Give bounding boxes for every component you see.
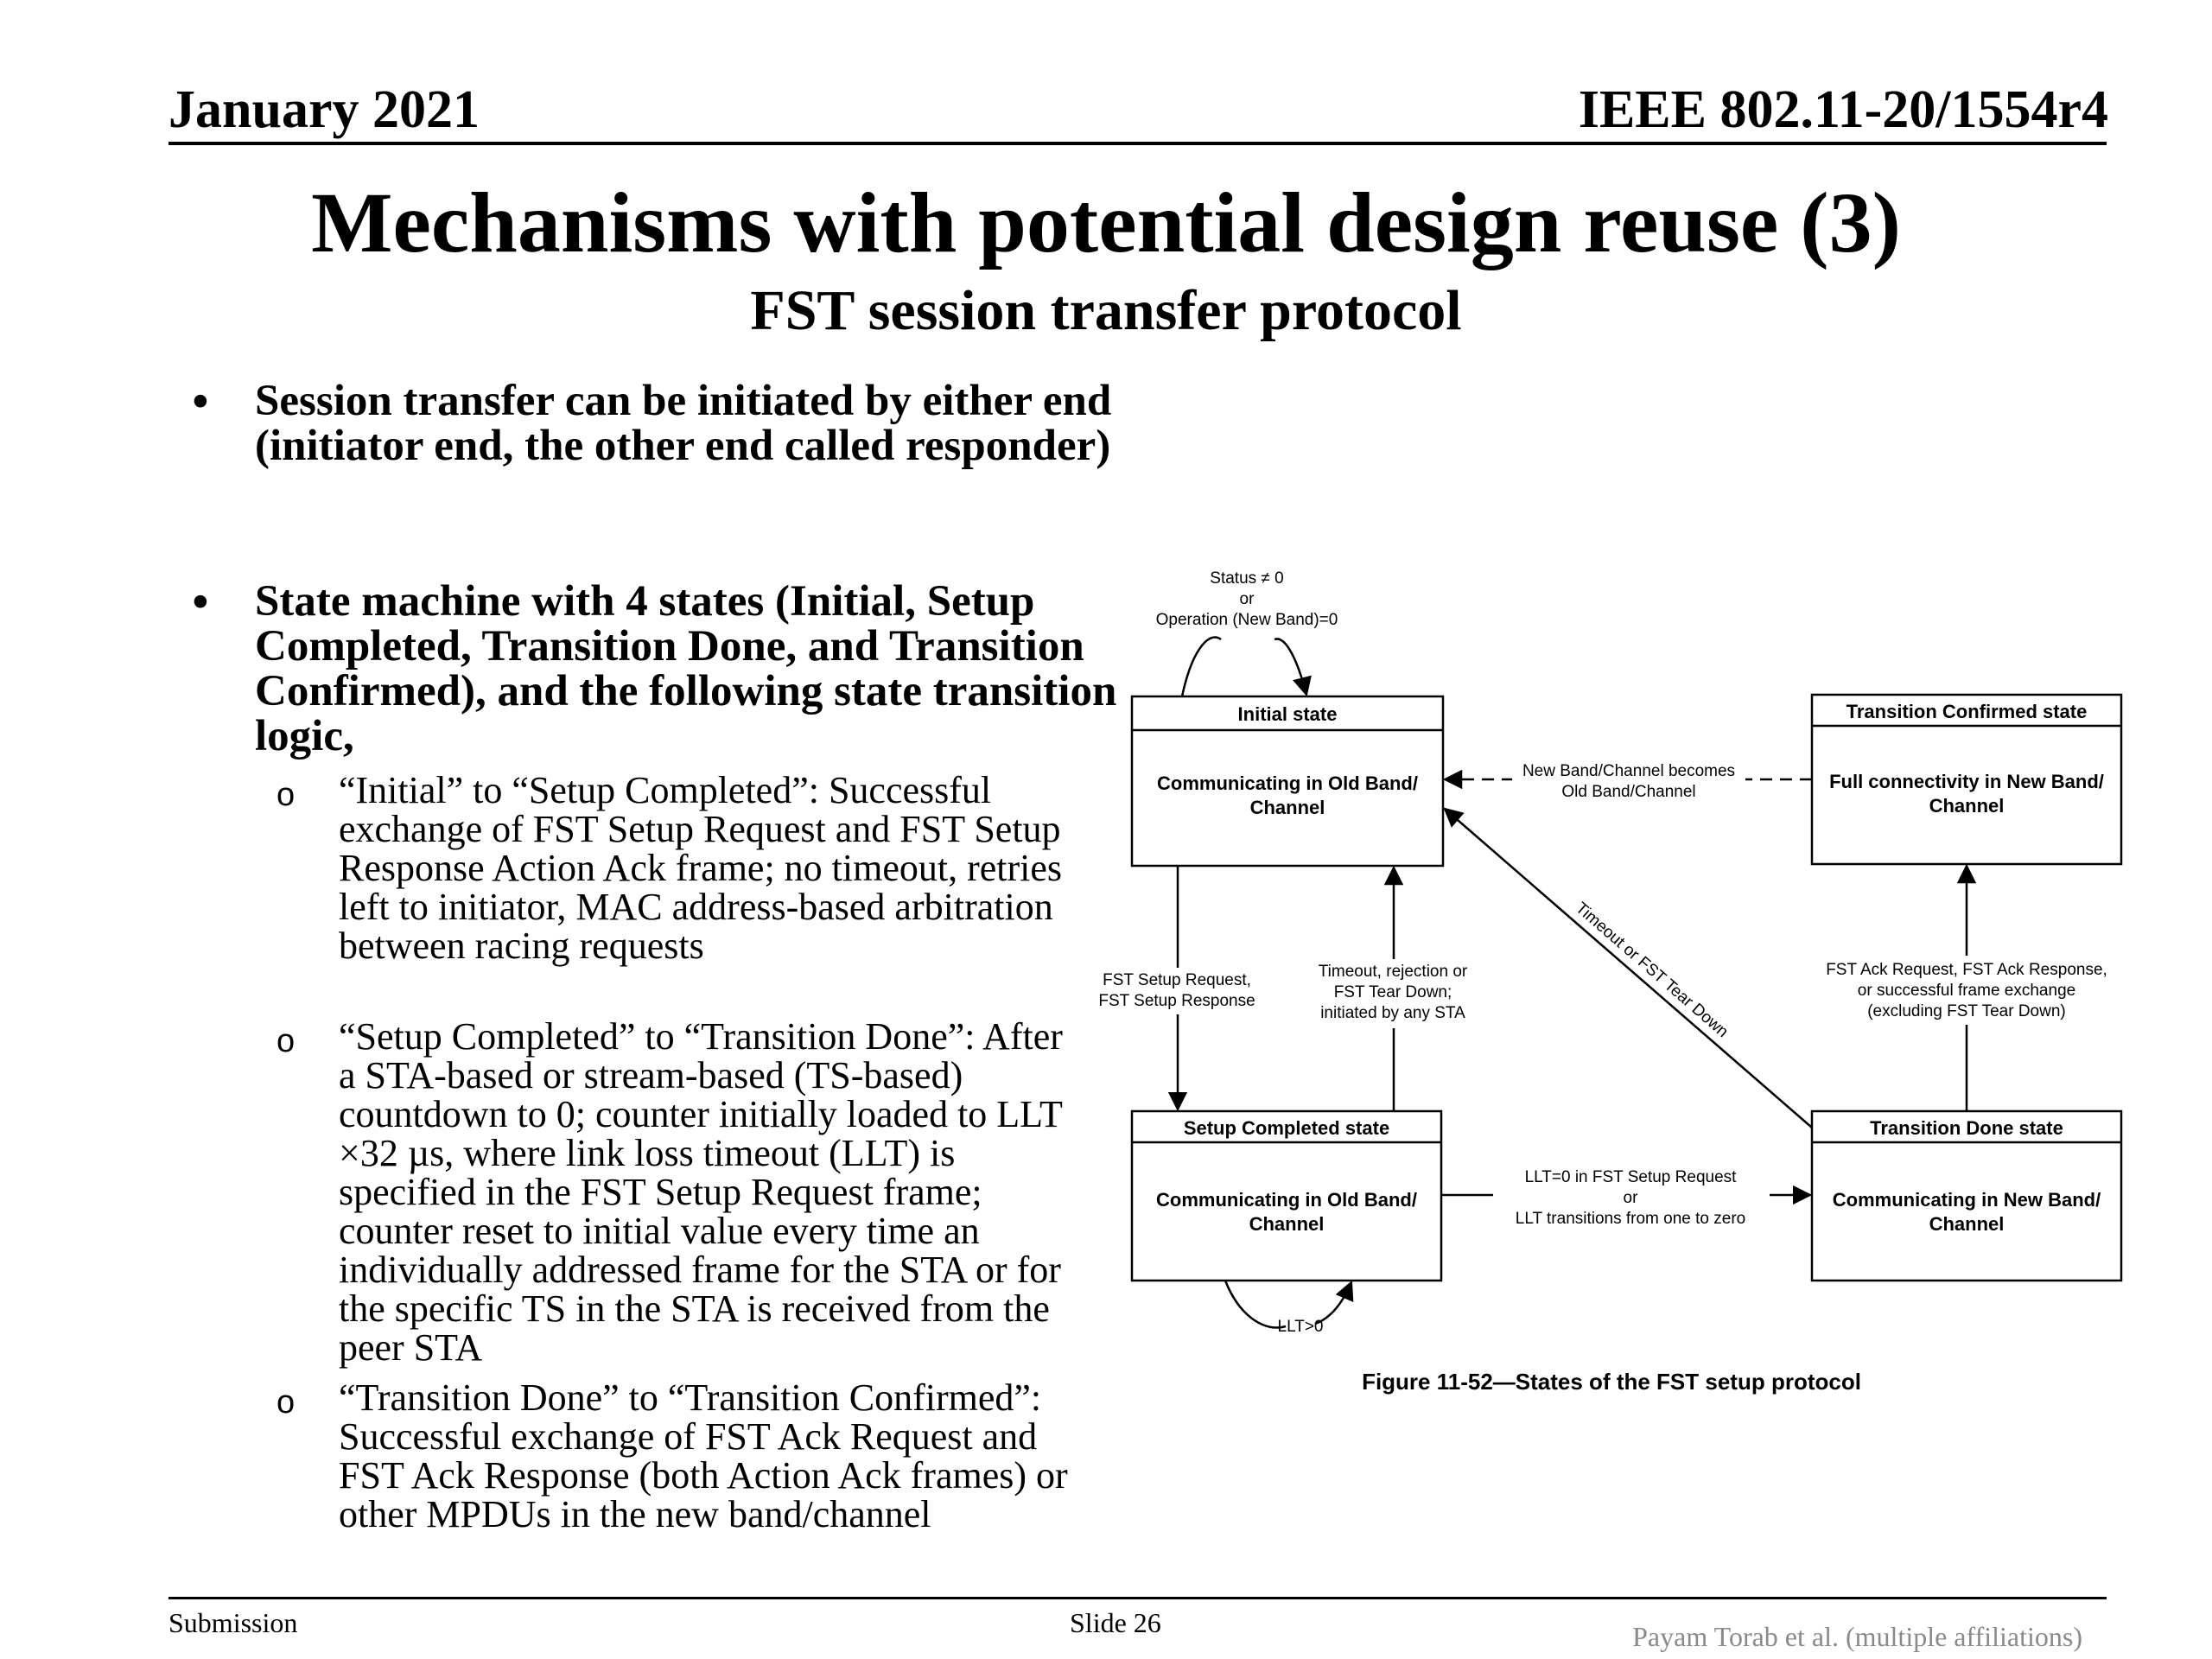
sub-bullet-text: “Initial” to “Setup Completed”: Successful exchange of FST Setup Request and FST Setup Response Action Ack frame; no timeout, retries left to initiator, MAC address-based arbitration between racing requests	[339, 769, 1063, 967]
bullet-text: Session transfer can be initiated by either end (initiator end, the other end called responder)	[255, 377, 1112, 470]
state-transition-done-body: Communicating in New Band/	[1832, 1189, 2101, 1211]
bullet-marker: •	[193, 576, 208, 626]
label-fst-ack: FST Ack Request, FST Ack Response,	[1826, 961, 2107, 979]
label-llt-zero: LLT=0 in FST Setup Request	[1524, 1168, 1737, 1186]
label-new-band-old: New Band/Channel becomes	[1522, 762, 1736, 780]
state-transition-done-title: Transition Done state	[1870, 1117, 2063, 1139]
slide-subtitle: FST session transfer protocol	[750, 279, 1462, 342]
transition-done-to-initial	[1445, 809, 1812, 1128]
footer-submission: Submission	[168, 1607, 298, 1638]
transition-done-to-confirmed	[1815, 866, 2119, 1111]
transition-initial-to-setup	[1097, 866, 1257, 1109]
state-initial-body: Communicating in Old Band/	[1157, 772, 1418, 794]
label-timeout-rejection: initiated by any STA	[1320, 1004, 1465, 1022]
label-status-loop: Operation (New Band)=0	[1155, 611, 1338, 629]
footer-authors: Payam Torab et al. (multiple affiliations)	[1632, 1621, 2082, 1652]
sub-bullet-marker: o	[276, 1384, 296, 1421]
state-transition-done	[1812, 1111, 2121, 1281]
transition-llt-loop	[1225, 1281, 1351, 1336]
label-llt-zero: LLT transitions from one to zero	[1515, 1210, 1746, 1228]
sub-bullet-marker: o	[276, 1023, 296, 1059]
footer-rule	[168, 1597, 2107, 1599]
label-fst-ack: or successful frame exchange	[1857, 982, 2076, 1000]
header-rule	[168, 142, 2107, 145]
state-setup-completed-body: Channel	[1249, 1213, 1325, 1235]
transition-status-loop	[1156, 569, 1338, 696]
state-initial-body: Channel	[1249, 797, 1325, 818]
header-date: January 2021	[168, 80, 480, 139]
label-fst-setup: FST Setup Request,	[1103, 971, 1251, 989]
state-setup-completed	[1132, 1111, 1441, 1281]
label-timeout-teardown: Timeout or FST Tear Down	[1572, 899, 1732, 1042]
state-transition-confirmed-body: Full connectivity in New Band/	[1829, 771, 2104, 792]
sub-bullet-text: “Setup Completed” to “Transition Done”: After a STA-based or stream-based (TS-based) countdown to 0; counter initially loaded to LLT ×32 µs, where link loss timeout (LLT) is specified in the FST Setup Request frame; counter reset to initial value every time an individually addressed frame for the STA or for the specific TS in the STA is received from the peer STA	[339, 1015, 1063, 1369]
label-new-band-old: Old Band/Channel	[1561, 783, 1696, 801]
state-setup-completed-title: Setup Completed state	[1183, 1117, 1390, 1139]
label-llt-zero: or	[1623, 1189, 1638, 1207]
figure-caption: Figure 11-52—States of the FST setup protocol	[1362, 1369, 1861, 1395]
sub-bullet-marker: o	[276, 777, 296, 813]
label-fst-ack: (excluding FST Tear Down)	[1867, 1002, 2066, 1020]
sub-bullet-text: “Transition Done” to “Transition Confirmed”: Successful exchange of FST Ack Request and FST Ack Response (both Action Ack frames) or other MPDUs in the new band/channel	[339, 1376, 1068, 1535]
transition-setup-to-initial	[1300, 868, 1491, 1111]
state-transition-confirmed	[1812, 695, 2121, 864]
label-status-loop: Status ≠ 0	[1210, 569, 1284, 588]
label-timeout-rejection: FST Tear Down;	[1333, 983, 1452, 1001]
transition-confirmed-to-initial	[1445, 757, 1812, 804]
bullet-text: State machine with 4 states (Initial, Setup Completed, Transition Done, and Transition Confirmed), and the following state transition logic,	[255, 577, 1117, 760]
label-fst-setup: FST Setup Response	[1098, 992, 1255, 1010]
state-diagram-svg	[1080, 553, 2126, 1426]
header-doc-id: IEEE 802.11-20/1554r4	[1578, 80, 2108, 139]
label-llt-pos: LLT>0	[1277, 1318, 1324, 1336]
label-status-loop: or	[1239, 590, 1255, 608]
state-setup-completed-body: Communicating in Old Band/	[1156, 1189, 1417, 1211]
state-transition-confirmed-body: Channel	[1929, 795, 2005, 817]
state-transition-done-body: Channel	[1929, 1213, 2005, 1235]
fst-state-diagram	[1080, 553, 2126, 1426]
label-timeout-rejection: Timeout, rejection or	[1318, 963, 1468, 981]
footer-slide-number: Slide 26	[1070, 1607, 1161, 1638]
bullet-marker: •	[193, 376, 208, 425]
transition-setup-to-done	[1441, 1165, 1810, 1234]
state-initial	[1132, 696, 1443, 866]
state-initial-title: Initial state	[1237, 703, 1338, 725]
slide-title: Mechanisms with potential design reuse (3)	[311, 175, 1901, 270]
state-transition-confirmed-title: Transition Confirmed state	[1846, 701, 2088, 722]
